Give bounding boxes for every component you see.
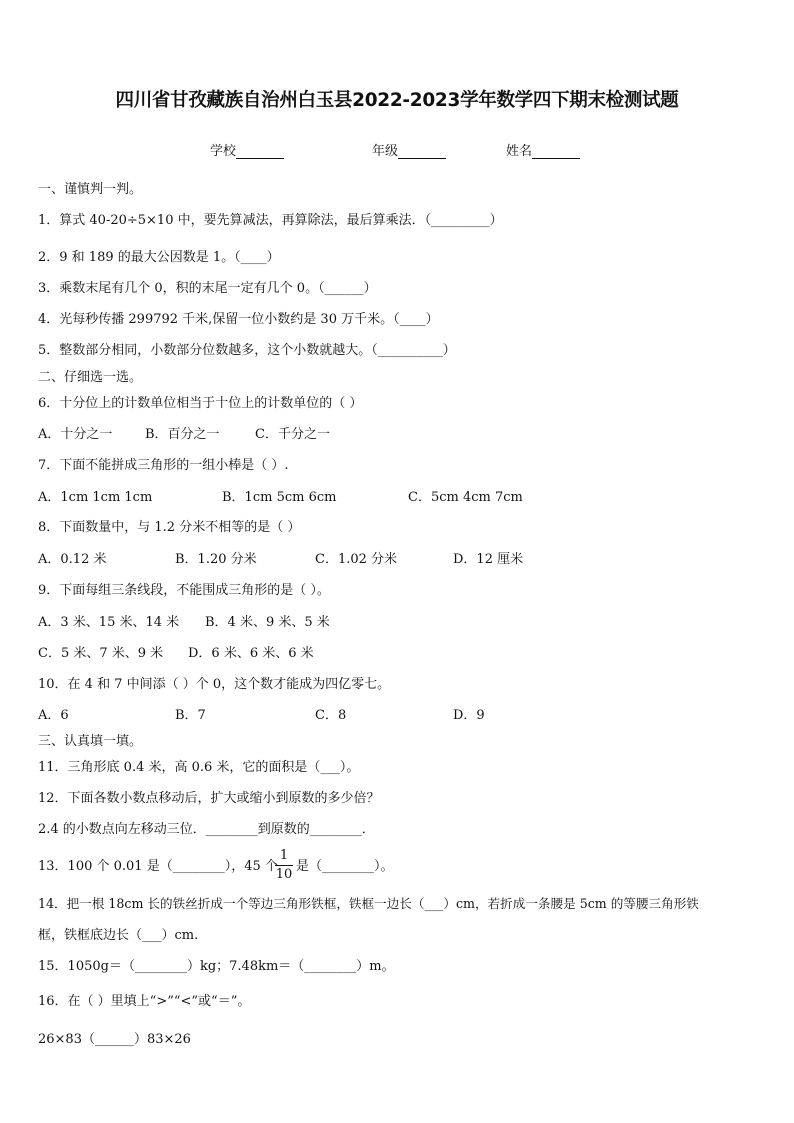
- question-16-sub: 26×83（______）83×26: [38, 1032, 191, 1047]
- fraction-numerator: 1: [275, 848, 293, 866]
- grade-blank[interactable]: [398, 144, 446, 159]
- question-2: 2．9 和 189 的最大公因数是 1。（____）: [38, 250, 280, 265]
- name-label: 姓名: [506, 144, 533, 159]
- question-6: 6．十分位上的计数单位相当于十位上的计数单位的（ ）: [38, 396, 363, 411]
- q8-option-c: C．1.02 分米: [315, 552, 398, 567]
- q10-option-c: C．8: [315, 708, 347, 723]
- question-8: 8．下面数量中，与 1.2 分米不相等的是（ ）: [38, 520, 301, 535]
- question-13-part2: 是（________）。: [296, 859, 394, 874]
- section-heading-fill: 三、认真填一填。: [38, 734, 143, 749]
- fraction-one-tenth: [275, 848, 293, 883]
- q10-option-d: D．9: [453, 708, 485, 723]
- q7-option-a: A．1cm 1cm 1cm: [38, 490, 153, 505]
- question-12-sub: 2.4 的小数点向左移动三位．________到原数的________．: [38, 822, 375, 837]
- school-blank[interactable]: [236, 144, 284, 159]
- question-16: 16．在（ ）里填上“>”“<”或“＝”。: [38, 994, 251, 1009]
- name-field: [506, 140, 580, 159]
- grade-label: 年级: [372, 144, 399, 159]
- question-14-line1: 14．把一根 18cm 长的铁丝折成一个等边三角形铁框，铁框一边长（___）cm，若折成一条腰是 5cm 的等腰三角形铁: [38, 896, 699, 911]
- q9-option-d: D．6 米、6 米、6 米: [188, 646, 314, 661]
- question-5: 5．整数部分相同，小数部分位数越多，这个小数就越大。（__________）: [38, 343, 456, 358]
- q10-option-a: A．6: [38, 708, 69, 723]
- q7-option-b: B．1cm 5cm 6cm: [222, 490, 337, 505]
- page-title: 四川省甘孜藏族自治州白玉县2022-2023学年数学四下期末检测试题: [115, 90, 679, 111]
- q6-option-c: C．千分之一: [255, 427, 330, 442]
- grade-field: [372, 140, 446, 159]
- school-label: 学校: [210, 144, 237, 159]
- question-3: 3．乘数末尾有几个 0，积的末尾一定有几个 0。（______）: [38, 281, 377, 296]
- q8-option-d: D．12 厘米: [453, 552, 524, 567]
- fraction-denominator: 10: [275, 867, 293, 882]
- section-heading-choice: 二、仔细选一选。: [38, 370, 143, 385]
- question-7: 7．下面不能拼成三角形的一组小棒是（ ）.: [38, 458, 289, 473]
- q9-option-b: B．4 米、9 米、5 米: [205, 615, 330, 630]
- q8-option-b: B．1.20 分米: [175, 552, 257, 567]
- q6-option-b: B．百分之一: [145, 427, 220, 442]
- question-11: 11．三角形底 0.4 米，高 0.6 米，它的面积是（___）。: [38, 760, 360, 775]
- question-10: 10．在 4 和 7 中间添（ ）个 0，这个数才能成为四亿零七。: [38, 677, 391, 692]
- q10-option-b: B．7: [175, 708, 206, 723]
- school-field: [210, 140, 284, 159]
- question-14-line2: 框，铁框底边长（___）cm.: [38, 928, 199, 943]
- question-4: 4．光每秒传播 299792 千米,保留一位小数约是 30 万千米。（____）: [38, 312, 439, 327]
- question-15: 15．1050g＝（________）kg；7.48km＝（________）m。: [38, 959, 395, 974]
- name-blank[interactable]: [532, 144, 580, 159]
- q8-option-a: A．0.12 米: [38, 552, 107, 567]
- q7-option-c: C．5cm 4cm 7cm: [408, 490, 523, 505]
- question-9: 9．下面每组三条线段，不能围成三角形的是（ ）。: [38, 583, 330, 598]
- section-heading-judge: 一、谨慎判一判。: [38, 182, 143, 197]
- question-12: 12．下面各数小数点移动后，扩大或缩小到原数的多少倍？: [38, 791, 380, 806]
- question-13-part1: 13．100 个 0.01 是（________），45 个: [38, 859, 278, 874]
- q9-option-a: A．3 米、15 米、14 米: [38, 615, 180, 630]
- q6-option-a: A．十分之一: [38, 427, 113, 442]
- q9-option-c: C．5 米、7 米、9 米: [38, 646, 164, 661]
- question-1: 1．算式 40-20÷5×10 中，要先算减法，再算除法，最后算乘法．（_________）: [38, 213, 503, 228]
